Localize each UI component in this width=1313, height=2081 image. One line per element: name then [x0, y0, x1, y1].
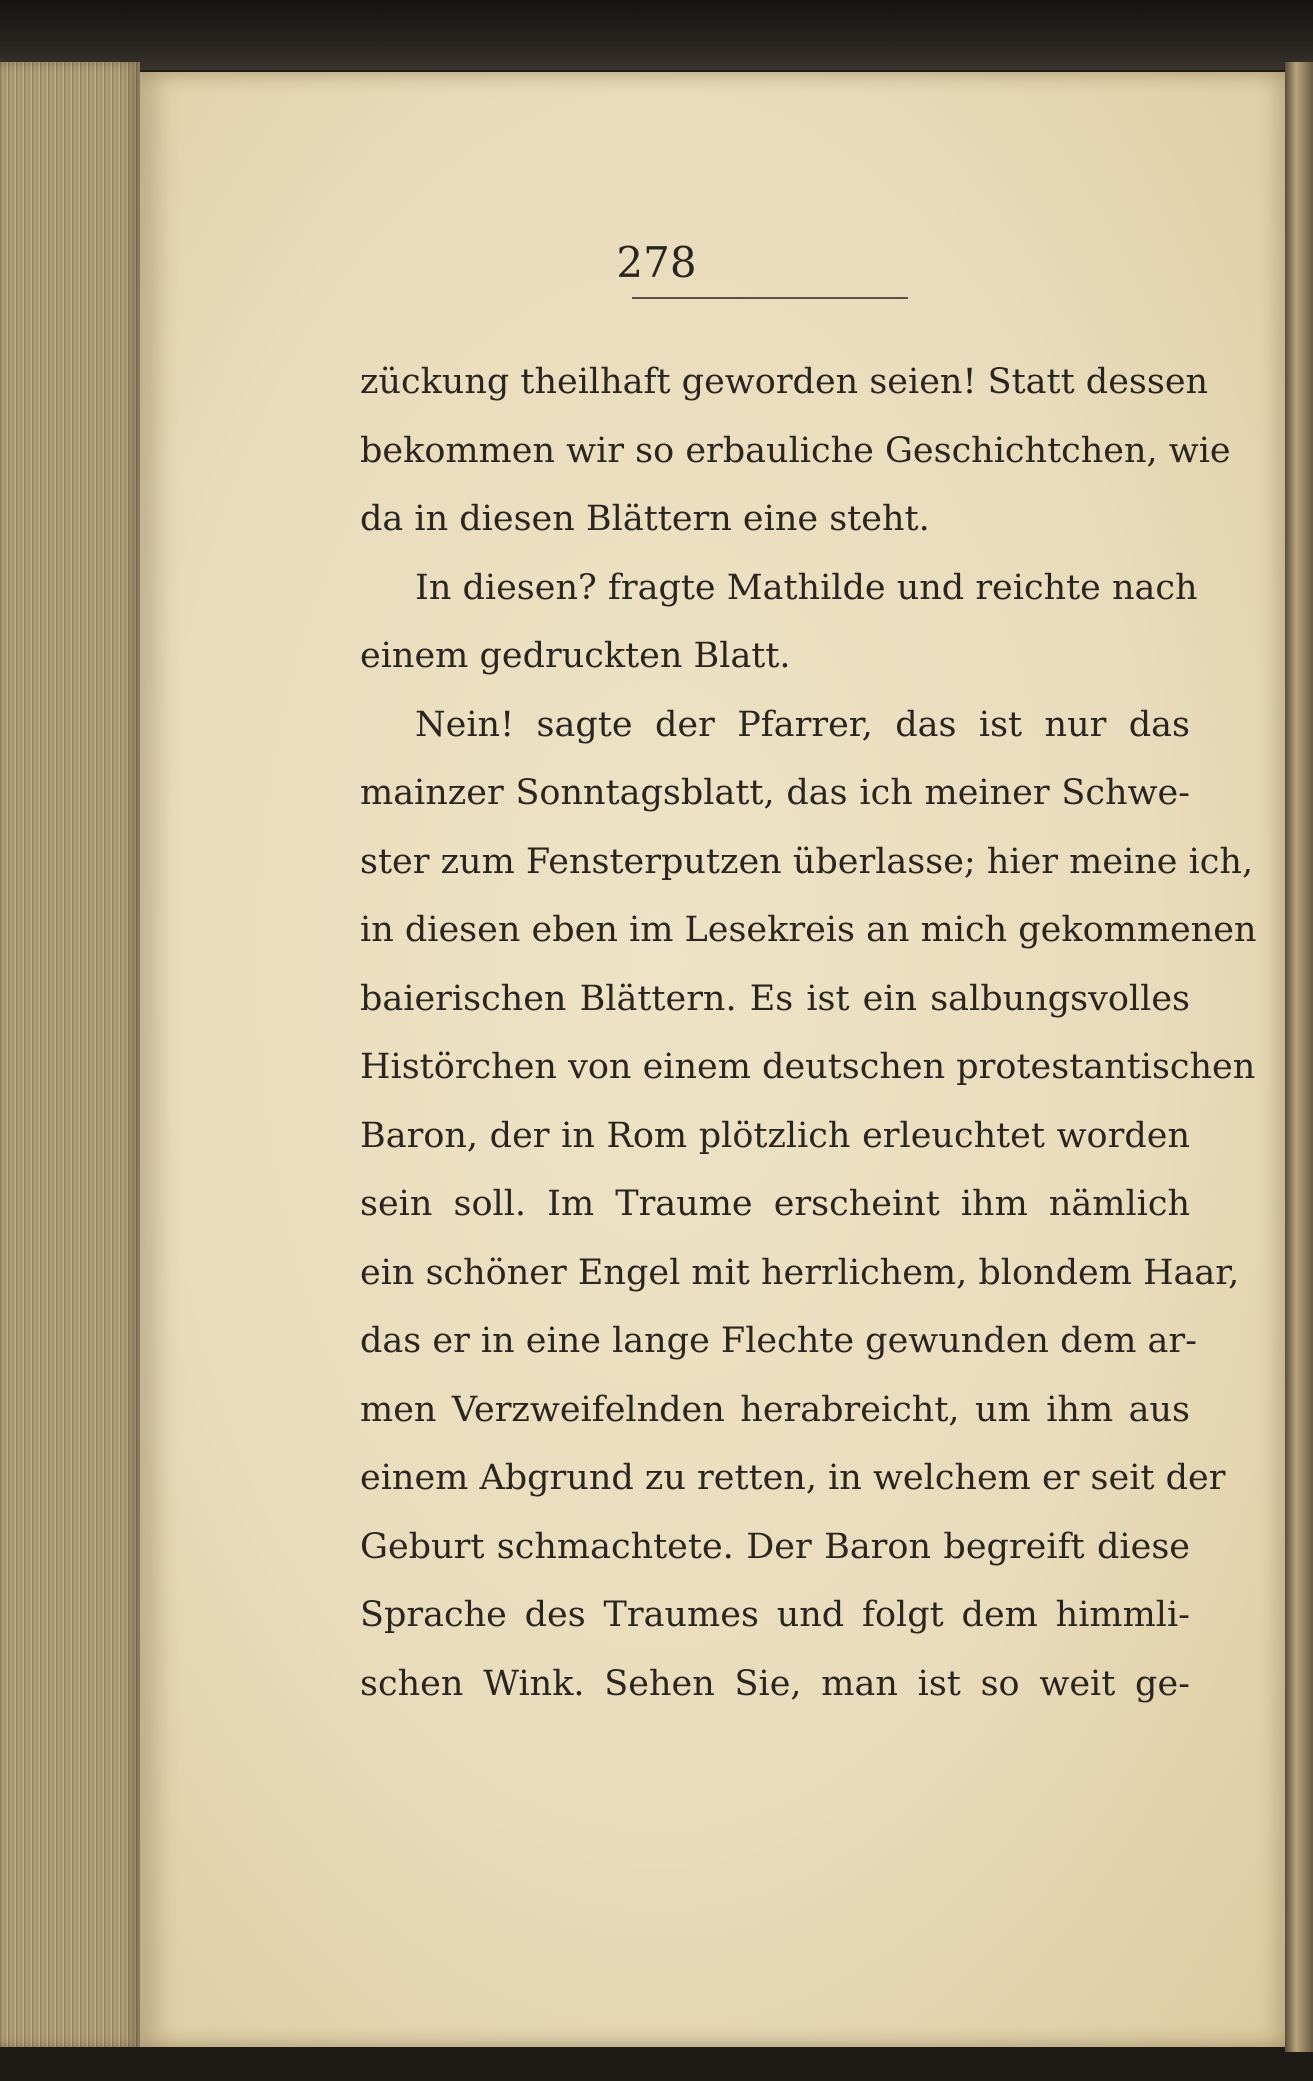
text-line: In diesen? fragte Mathilde und reichte nach: [415, 567, 1198, 608]
text-line: da in diesen Blättern eine steht.: [360, 499, 930, 539]
page-number: 278: [616, 238, 697, 287]
text-line: Sprache des Traumes und folgt dem himmli-: [360, 1595, 1190, 1635]
text-line: ster zum Fensterputzen überlasse; hier meine ich,: [360, 841, 1254, 882]
text-line: bekommen wir so erbauliche Geschichtchen, wie: [360, 430, 1231, 471]
body-text: [360, 348, 1257, 1718]
text-line: einem gedruckten Blatt.: [360, 636, 791, 676]
text-line: baierischen Blättern. Es ist ein salbungsvolles: [360, 978, 1190, 1019]
text-line: Histörchen von einem deutschen protestantischen: [360, 1047, 1256, 1087]
text-line: mainzer Sonntagsblatt, das ich meiner Schwe-: [360, 773, 1190, 813]
text-line: sein soll. Im Traume erscheint ihm nämlich: [360, 1184, 1190, 1224]
text-line: das er in eine lange Flechte gewunden dem ar-: [360, 1321, 1197, 1361]
text-line: men Verzweifelnden herabreicht, um ihm aus: [360, 1389, 1190, 1430]
text-line: ein schöner Engel mit herrlichem, blondem Haar,: [360, 1252, 1240, 1293]
text-line: Geburt schmachtete. Der Baron begreift diese: [360, 1526, 1190, 1567]
text-line: schen Wink. Sehen Sie, man ist so weit ge-: [360, 1663, 1190, 1704]
text-line: in diesen eben im Lesekreis an mich gekommenen: [360, 910, 1257, 950]
book-cover-edge: [0, 0, 1313, 70]
page-stack-edge: [0, 62, 140, 2047]
next-page-edge: [1285, 62, 1313, 2052]
text-line: Baron, der in Rom plötzlich erleuchtet worden: [360, 1115, 1190, 1156]
text-line: zückung theilhaft geworden seien! Statt dessen: [360, 362, 1209, 402]
text-line: einem Abgrund zu retten, in welchem er seit der: [360, 1458, 1226, 1498]
header-rule: [632, 297, 908, 299]
text-line: Nein! sagte der Pfarrer, das ist nur das: [415, 704, 1190, 745]
